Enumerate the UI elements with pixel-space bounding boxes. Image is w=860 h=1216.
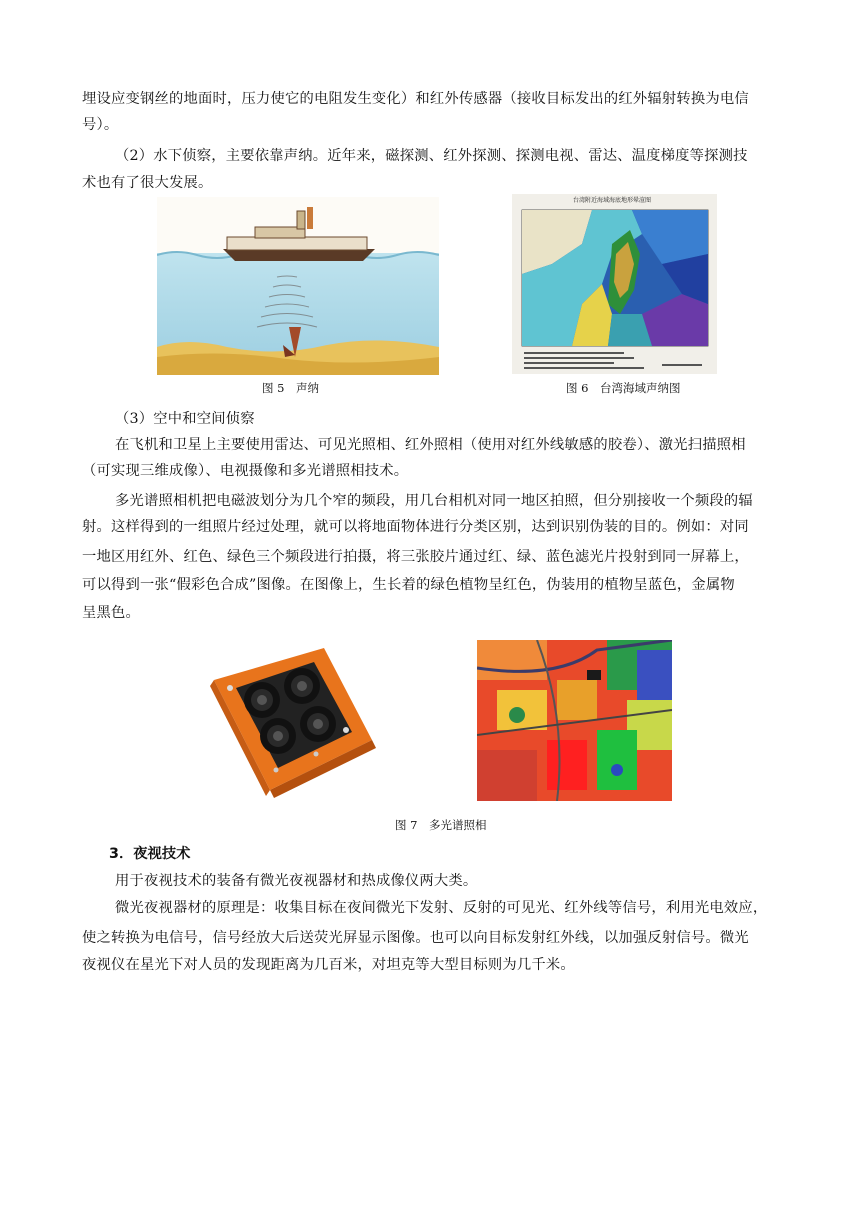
paragraph-line: 呈黑色。 — [82, 605, 140, 621]
paragraph-line: 一地区用红外、红色、绿色三个频段进行拍摄，将三张胶片通过红、绿、蓝色滤光片投射到同一屏幕上， — [82, 549, 749, 565]
sonar-ship-image — [157, 197, 439, 375]
section-heading: 3．夜视技术 — [109, 846, 191, 862]
paragraph-line: 多光谱照相机把电磁波划分为几个窄的频段，用几台相机对同一地区拍照，但分别接收一个频段的辐 — [115, 493, 753, 509]
false-color-composite-image — [477, 640, 672, 801]
paragraph-line: 用于夜视技术的装备有微光夜视器材和热成像仪两大类。 — [115, 873, 478, 889]
paragraph-line: 射。这样得到的一组照片经过处理，就可以将地面物体进行分类区别，达到识别伪装的目的。例如：对同 — [82, 519, 749, 535]
figure-caption: 图 5 声纳 — [262, 381, 319, 395]
paragraph-line: 夜视仪在星光下对人员的发现距离为几百米，对坦克等大型目标则为几千米。 — [82, 957, 575, 973]
figure-caption: 图 7 多光谱照相 — [395, 818, 487, 832]
paragraph-line: 微光夜视器材的原理是：收集目标在夜间微光下发射、反射的可见光、红外线等信号，利用光电效应， — [115, 900, 768, 916]
paragraph-line: 使之转换为电信号，信号经放大后送荧光屏显示图像。也可以向目标发射红外线，以加强反射信号。微光 — [82, 930, 749, 946]
map-title: 台湾附近海域海底地形晕渲图 — [572, 197, 652, 204]
paragraph-line: 术也有了很大发展。 — [82, 175, 213, 191]
paragraph-line: 可以得到一张“假彩色合成”图像。在图像上，生长着的绿色植物呈红色，伪装用的植物呈蓝色，金属物 — [82, 577, 735, 593]
taiwan-sonar-map-image — [512, 194, 717, 374]
paragraph-line: 在飞机和卫星上主要使用雷达、可见光照相、红外照相（使用对红外线敏感的胶卷）、激光扫描照相 — [115, 437, 746, 453]
multispectral-camera-image — [206, 640, 378, 798]
section-subheading: （3）空中和空间侦察 — [115, 411, 255, 427]
paragraph-line: 号）。 — [82, 117, 119, 133]
paragraph-line: （可实现三维成像）、电视摄像和多光谱照相技术。 — [82, 463, 409, 479]
figure-caption: 图 6 台湾海域声纳图 — [566, 381, 681, 395]
paragraph-line: 埋设应变钢丝的地面时，压力使它的电阻发生变化）和红外传感器（接收目标发出的红外辐射转换为电信 — [82, 91, 749, 107]
paragraph-line: （2）水下侦察，主要依靠声纳。近年来，磁探测、红外探测、探测电视、雷达、温度梯度等探测技 — [115, 148, 748, 164]
